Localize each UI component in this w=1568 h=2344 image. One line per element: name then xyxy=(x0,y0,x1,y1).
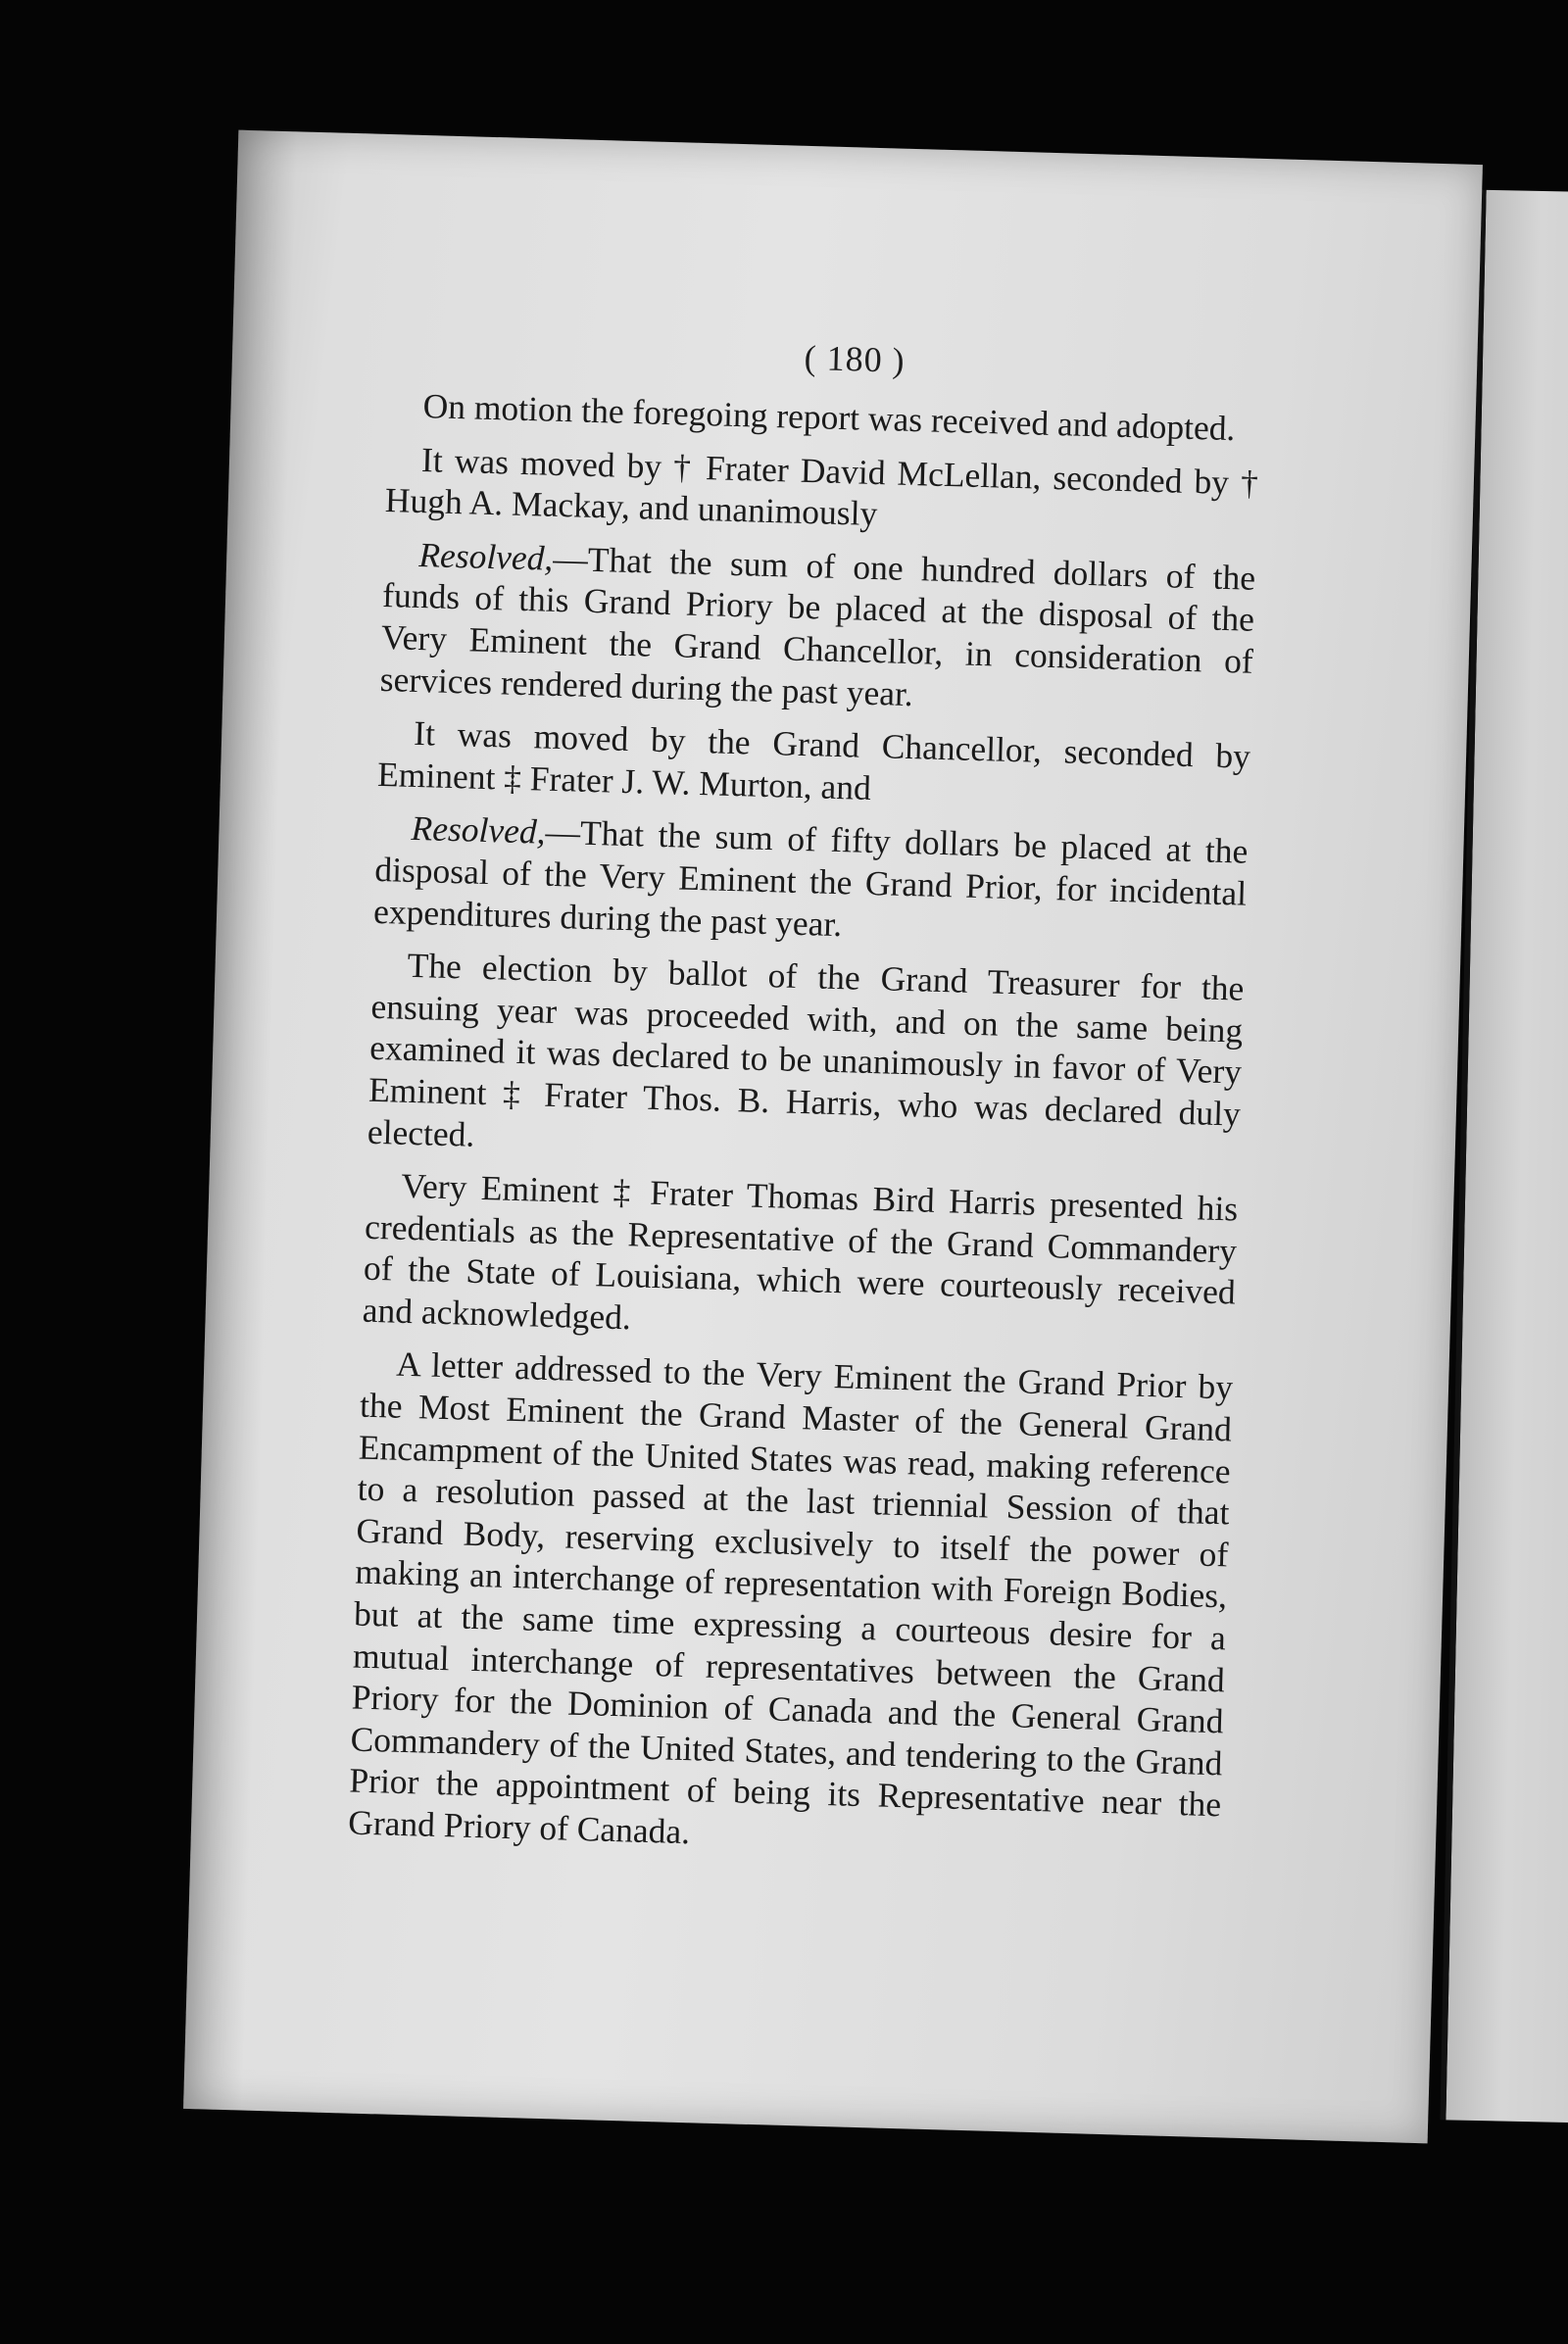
paragraph-4-text: It was moved by the Grand Chancellor, seconded by Eminent ‡ Frater J. W. Murton, and xyxy=(376,713,1251,807)
paragraph-1-text: On motion the foregoing report was received and adopted. xyxy=(422,386,1236,449)
paragraph-8 xyxy=(348,1343,1234,1868)
paragraph-7-text: Very Eminent ‡ Frater Thomas Bird Harris presented his credentials as the Representative of the Grand Commandery of the State of Louisiana, which were courteously received and acknowledged. xyxy=(362,1165,1239,1338)
book-page xyxy=(183,130,1483,2144)
page-number: ( 180 ) xyxy=(804,337,906,380)
body-text xyxy=(347,384,1260,1880)
paragraph-3-resolution xyxy=(379,533,1255,724)
paragraph-5-prefix: Resolved, xyxy=(411,808,547,853)
paragraph-8-text: A letter addressed to the Very Eminent the Grand Prior by the Most Eminent the Grand Master of the General Grand Encampment of the United States was read, making reference to a resolution passed at the last triennial Session of that Grand Body, reserving exclusively to itself the power of making an interchange of representation with Foreign Bodies, but at the same time expressing a courteous desire for a mutual interchange of representatives between the Grand Priory for the Dominion of Canada and the General Grand Commandery of the United States, and tendering to the Grand Prior the appointment of being its Representative near the Grand Priory of Canada. xyxy=(347,1344,1234,1852)
paragraph-1 xyxy=(387,384,1260,450)
paragraph-2 xyxy=(384,438,1258,546)
spine-shadow xyxy=(183,130,297,2111)
paragraph-5-resolution xyxy=(373,806,1249,956)
paragraph-3-prefix: Resolved, xyxy=(417,534,554,578)
paragraph-2-text: It was moved by † Frater David McLellan, seconded by † Hugh A. Mackay, and unanimously xyxy=(384,439,1259,534)
paragraph-4 xyxy=(377,711,1251,819)
paragraph-7 xyxy=(362,1164,1238,1355)
paragraph-3-text: —That the sum of one hundred dollars of the funds of this Grand Priory be placed at the disposal of the Very Eminent the Grand Chancellor, in consideration of services rendered during the past year. xyxy=(379,538,1256,713)
paragraph-6-text: The election by ballot of the Grand Treasurer for the ensuing year was proceeded with, and on the same being examined it was declared to be unanimously in favor of Very Eminent ‡ Frater Thos. B. Harris, who was declared duly elected. xyxy=(367,945,1245,1154)
paragraph-6 xyxy=(367,944,1245,1177)
paragraph-5-text: —That the sum of fifty dollars be placed at the disposal of the Very Eminent the Grand Prior, for incidental expenditures during the past year. xyxy=(372,812,1249,944)
